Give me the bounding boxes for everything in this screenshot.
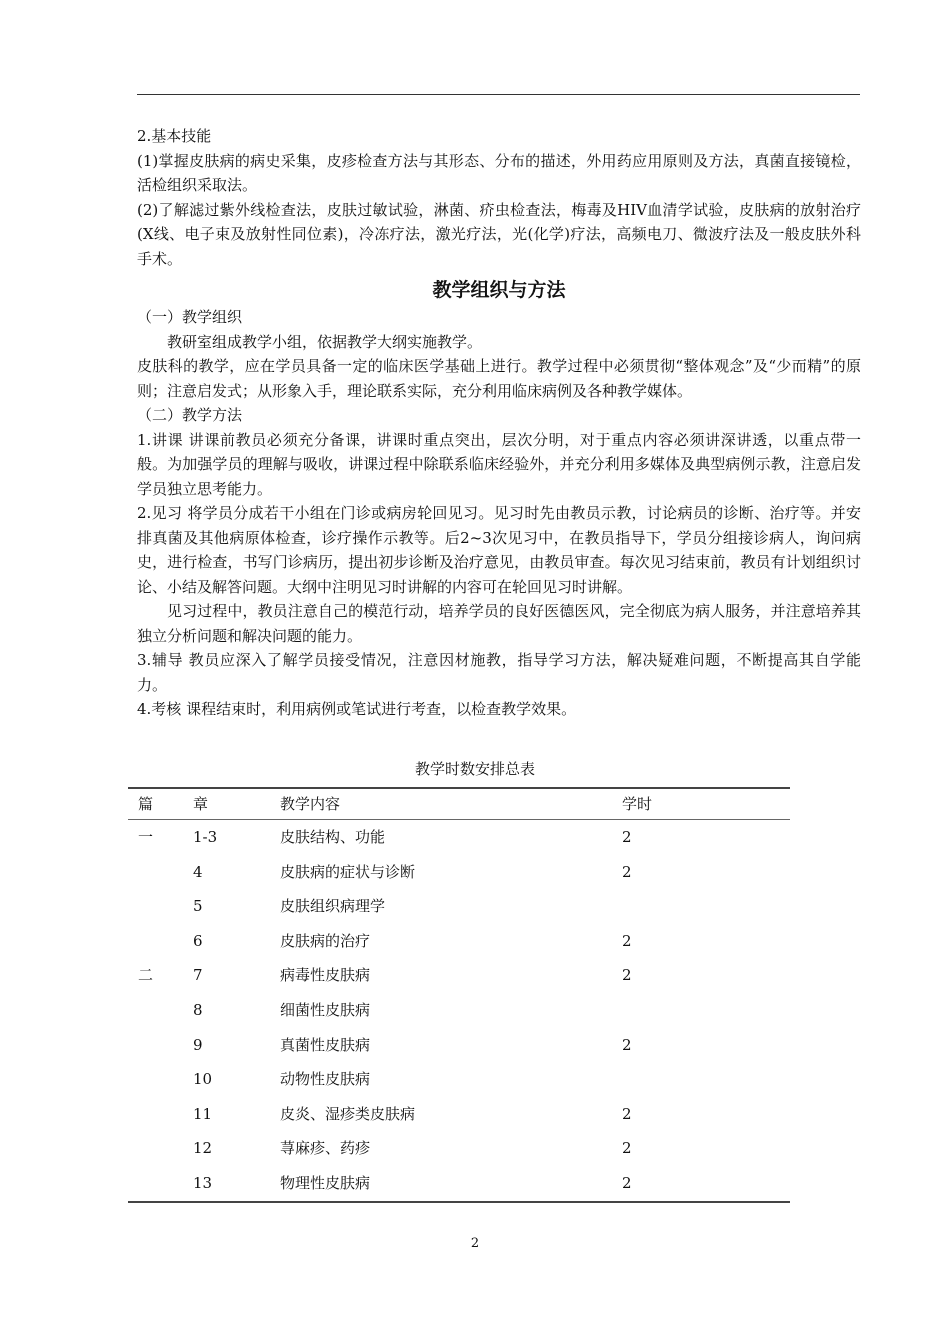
table-row — [128, 855, 790, 890]
schedule-table — [128, 787, 790, 1203]
cell-content: 病毒性皮肤病 — [280, 966, 371, 985]
table-row — [128, 1166, 790, 1201]
table-row — [128, 924, 790, 959]
cell-hours: 2 — [622, 1173, 632, 1192]
table-row — [128, 993, 790, 1028]
cell-hours: 2 — [622, 1035, 632, 1054]
org-paragraph-1: 教研室组成教学小组，依据教学大纲实施教学。 — [167, 332, 483, 351]
header-content: 教学内容 — [280, 795, 341, 813]
method-assessment: 4.考核 课程结束时，利用病例或笔试进行考查，以检查教学效果。 — [137, 700, 577, 718]
cell-chapter: 9 — [193, 1035, 203, 1054]
table-header-row — [128, 789, 790, 820]
cell-chapter: 4 — [193, 862, 203, 881]
cell-part: 一 — [138, 828, 154, 846]
table-row — [128, 889, 790, 924]
method-tutoring: 3.辅导 教员应深入了解学员接受情况，注意因材施教，指导学习方法，解决疑难问题，不断提高其自学能力。 — [137, 651, 861, 694]
header-rule — [137, 94, 860, 95]
org-paragraph-2: 皮肤科的教学，应在学员具备一定的临床医学基础上进行。教学过程中必须贯彻“整体观念”及“少而精”的原则；注意启发式；从形象入手，理论联系实际，充分利用临床病例及各种教学媒体。 — [137, 357, 861, 400]
org-heading: （一）教学组织 — [137, 308, 243, 326]
cell-chapter: 7 — [193, 966, 203, 985]
cell-hours: 2 — [622, 862, 632, 881]
cell-hours: 2 — [622, 966, 632, 985]
method-heading: （二）教学方法 — [137, 406, 243, 424]
cell-chapter: 5 — [193, 897, 203, 916]
section-title: 教学组织与方法 — [432, 279, 566, 301]
cell-chapter: 6 — [193, 931, 203, 950]
cell-content: 皮肤病的症状与诊断 — [280, 862, 416, 881]
table-caption: 教学时数安排总表 — [414, 760, 535, 778]
skills-item-2: (2)了解滤过紫外线检查法，皮肤过敏试验，淋菌、疥虫检查法，梅毒及HIV血清学试验，皮肤病的放射治疗(X线、电子束及放射性同位素)，冷冻疗法，激光疗法，光(化学)疗法，高频电刀、微波疗法及一般皮肤外科手术。 — [137, 200, 861, 268]
cell-content: 真菌性皮肤病 — [280, 1035, 371, 1054]
method-practice-note: 见习过程中，教员注意自己的模范行动，培养学员的良好医德医风，完全彻底为病人服务，并注意培养其独立分析问题和解决问题的能力。 — [137, 602, 861, 645]
cell-part: 二 — [138, 966, 154, 985]
table-row — [128, 1028, 790, 1063]
cell-content: 动物性皮肤病 — [280, 1070, 371, 1089]
cell-hours: 2 — [622, 931, 632, 950]
method-lecture: 1.讲课 讲课前教员必须充分备课，讲课时重点突出，层次分明，对于重点内容必须讲深讲透，以重点带一般。为加强学员的理解与吸收，讲课过程中除联系临床经验外，并充分利用多媒体及典型病例示教，注意启发学员独立思考能力。 — [137, 430, 861, 498]
cell-hours: 2 — [622, 828, 632, 846]
cell-chapter: 12 — [193, 1139, 213, 1158]
cell-chapter: 8 — [193, 1000, 203, 1019]
cell-content: 皮炎、湿疹类皮肤病 — [280, 1104, 416, 1123]
cell-hours: 2 — [622, 1104, 632, 1123]
table-row — [128, 958, 790, 993]
header-hours: 学时 — [622, 795, 653, 813]
cell-chapter: 1-3 — [193, 828, 218, 846]
table-row — [128, 1062, 790, 1097]
header-part: 篇 — [138, 795, 154, 813]
page-number: 2 — [470, 1236, 480, 1251]
header-chapter: 章 — [193, 795, 209, 813]
cell-content: 荨麻疹、药疹 — [280, 1139, 371, 1158]
cell-content: 皮肤结构、功能 — [280, 828, 386, 846]
cell-content: 物理性皮肤病 — [280, 1173, 371, 1192]
cell-chapter: 13 — [193, 1173, 213, 1192]
cell-content: 细菌性皮肤病 — [280, 1000, 371, 1019]
table-row — [128, 1131, 790, 1166]
cell-hours: 2 — [622, 1139, 632, 1158]
cell-content: 皮肤病的治疗 — [280, 931, 371, 950]
cell-content: 皮肤组织病理学 — [280, 897, 386, 916]
method-practice: 2.见习 将学员分成若干小组在门诊或病房轮回见习。见习时先由教员示教，讨论病员的诊断、治疗等。并安排真菌及其他病原体检查，诊疗操作示教等。后2~3次见习中，在教员指导下，学员分组接诊病人，询问病史，进行检查，书写门诊病历，提出初步诊断及治疗意见，由教员审查。每次见习结束前，教员有计划组织讨论、小结及解答问题。大纲中注明见习时讲解的内容可在轮回见习时讲解。 — [137, 504, 861, 596]
table-row — [128, 1097, 790, 1132]
main-content — [137, 124, 861, 722]
skills-heading: 2.基本技能 — [137, 127, 212, 145]
cell-chapter: 10 — [193, 1070, 213, 1089]
skills-item-1: (1)掌握皮肤病的病史采集，皮疹检查方法与其形态、分布的描述，外用药应用原则及方法，真菌直接镜检，活检组织采取法。 — [137, 151, 861, 194]
table-row — [128, 820, 790, 855]
cell-chapter: 11 — [193, 1104, 213, 1123]
